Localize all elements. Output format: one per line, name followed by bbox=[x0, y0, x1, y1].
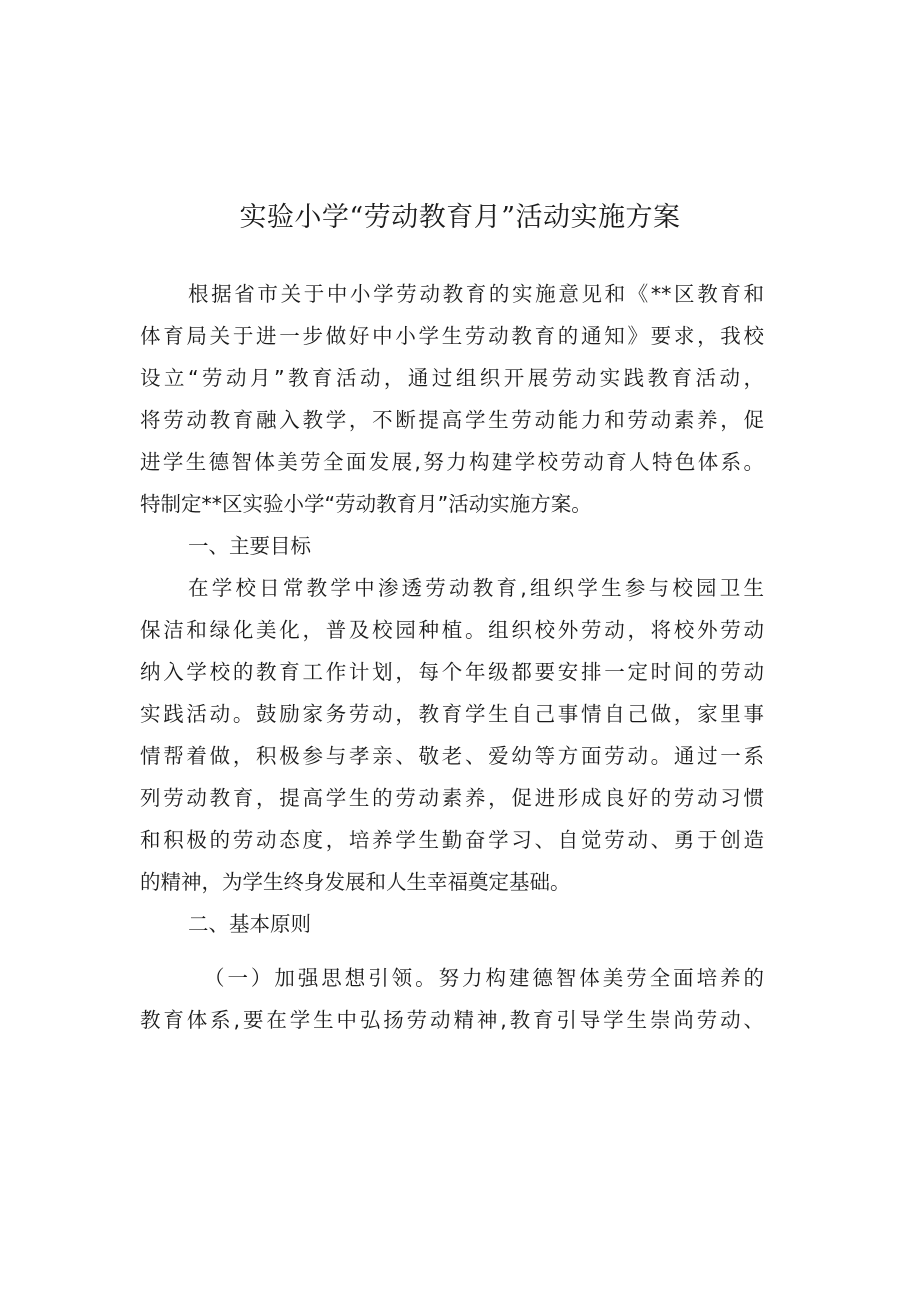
section-heading-principles: 二、基本原则 bbox=[188, 912, 311, 936]
goals-paragraph bbox=[140, 567, 764, 903]
paragraph-line: 教育体系,要在学生中弘扬劳动精神,教育引导学生崇尚劳动、 bbox=[140, 1008, 764, 1032]
paragraph-line: 体育局关于进一步做好中小学生劳动教育的通知》要求，我校 bbox=[140, 324, 764, 348]
paragraph-line: 特制定**区实验小学“劳动教育月”活动实施方案。 bbox=[140, 492, 592, 516]
document-title: 实验小学“劳动教育月”活动实施方案 bbox=[239, 202, 681, 233]
paragraph-line: （一）加强思想引领。努力构建德智体美劳全面培养的 bbox=[204, 966, 764, 990]
paragraph-line: 情帮着做，积极参与孝亲、敬老、爱幼等方面劳动。通过一系 bbox=[140, 744, 764, 768]
paragraph-line: 根据省市关于中小学劳动教育的实施意见和《**区教育和 bbox=[188, 282, 764, 306]
paragraph-line: 的精神，为学生终身发展和人生幸福奠定基础。 bbox=[140, 870, 571, 894]
paragraph-line: 保洁和绿化美化，普及校园种植。组织校外劳动，将校外劳动 bbox=[140, 618, 764, 642]
paragraph-line: 将劳动教育融入教学，不断提高学生劳动能力和劳动素养，促 bbox=[140, 408, 764, 432]
document-body bbox=[140, 273, 764, 1041]
paragraph-line: 实践活动。鼓励家务劳动，教育学生自己事情自己做，家里事 bbox=[140, 702, 764, 726]
paragraph-line: 设立“劳动月”教育活动，通过组织开展劳动实践教育活动， bbox=[140, 366, 764, 390]
section-heading-goals: 一、主要目标 bbox=[188, 534, 311, 558]
paragraph-line: 进学生德智体美劳全面发展,努力构建学校劳动育人特色体系。 bbox=[140, 450, 764, 474]
paragraph-line: 在学校日常教学中渗透劳动教育,组织学生参与校园卫生 bbox=[188, 576, 764, 600]
intro-paragraph bbox=[140, 273, 764, 525]
paragraph-line: 和积极的劳动态度，培养学生勤奋学习、自觉劳动、勇于创造 bbox=[140, 828, 764, 852]
principles-paragraph bbox=[140, 957, 764, 1041]
paragraph-line: 列劳动教育，提高学生的劳动素养，促进形成良好的劳动习惯 bbox=[140, 786, 764, 810]
paragraph-line: 纳入学校的教育工作计划，每个年级都要安排一定时间的劳动 bbox=[140, 660, 764, 684]
